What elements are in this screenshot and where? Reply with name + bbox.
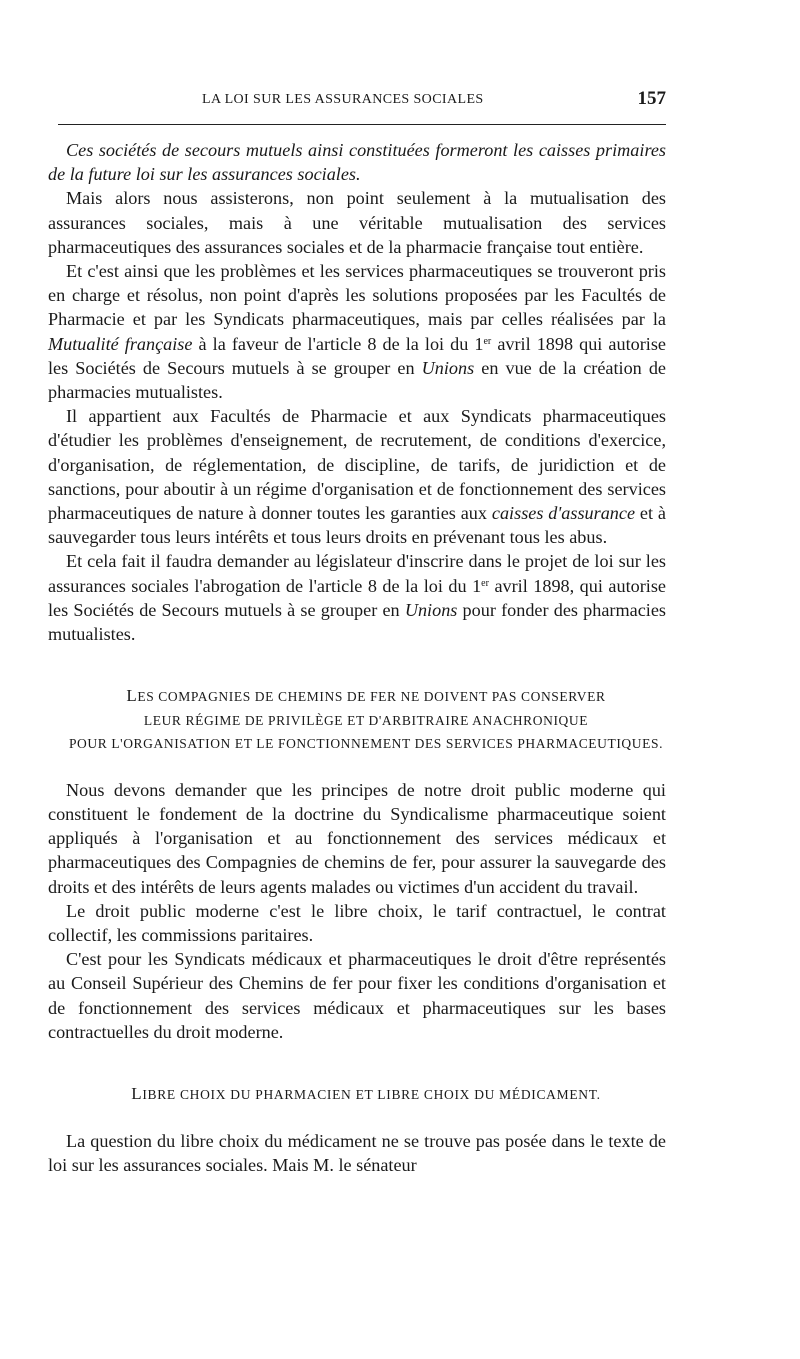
paragraph: Nous devons demander que les principes de notre droit public moderne qui constituent le fondement de la doctrine du Syndicalisme pharmaceutique soient appliqués à l'organisation et au fonctionnement des services médicaux et pharmaceutiques des Compagnies de chemins de fer, pour assurer la sauvegarde des droits et des intérêts de leurs agents malades ou victimes d'un accident du travail. (48, 779, 666, 897)
italic-text: caisses d'assurance (491, 503, 636, 524)
heading-line: LEUR RÉGIME DE PRIVILÈGE ET D'ARBITRAIRE ANACHRONIQUE (143, 712, 589, 728)
text-run: en vue de la création de pharmacies mutualistes. (48, 357, 666, 403)
paragraph: C'est pour les Syndicats médicaux et pharmaceutiques le droit d'être représentés au Conseil Supérieur des Chemins de fer pour fixer les conditions d'organisation et de fonctionnement des services médicaux et pharmaceutiques sur les bases contractuelles du droit moderne. (48, 949, 666, 1042)
text-run: et à sauvegarder tous leurs intérêts et tous leurs droits en prévenant tous les abus. (48, 503, 667, 548)
italic-text: Unions (404, 599, 458, 620)
text-run: pour fonder des pharmacies mutualistes. (48, 599, 666, 645)
page-number: 157 (637, 88, 666, 109)
italic-text: Ces sociétés de secours mutuels ainsi constituées formeront les caisses primaires de la future loi sur les assurances sociales. (48, 140, 666, 185)
spacer (48, 756, 666, 778)
spacer (48, 646, 666, 684)
paragraph: La question du libre choix du médicament ne se trouve pas posée dans le texte de loi sur les assurances sociales. Mais M. le sénateur (48, 1131, 666, 1176)
paragraph (48, 259, 666, 404)
spacer (48, 1044, 666, 1082)
paragraph (48, 138, 666, 186)
heading-text: IBRE CHOIX DU PHARMACIEN ET LIBRE CHOIX DU MÉDICAMENT. (142, 1087, 601, 1102)
running-title: LA LOI SUR LES ASSURANCES SOCIALES (202, 92, 484, 107)
section-heading (48, 1082, 666, 1107)
heading-line (48, 684, 666, 709)
heading-capital: L (131, 1084, 143, 1103)
text-run: avril 1898 qui autorise les Sociétés de Secours mutuels à se grouper en (48, 333, 666, 378)
text-run: à la faveur de l'article 8 de la loi du 1 (192, 333, 484, 354)
paragraph: Le droit public moderne c'est le libre choix, le tarif contractuel, le contrat collectif, les commissions paritaires. (48, 900, 666, 945)
spacer (48, 1107, 666, 1129)
text-run: Et c'est ainsi que les problèmes et les services pharmaceutiques se trouveront pris en charge et résolus, non point d'après les solutions proposées par les Facultés de Pharmacie et par les Syndicats pharmaceutiques, mais par celles réalisées par la (48, 261, 666, 330)
text-run: Il appartient aux Facultés de Pharmacie et aux Syndicats pharmaceutiques d'étudier les problèmes d'enseignement, de recrutement, de conditions d'exercice, d'organisation, de réglementation, de discipline, de tarifs, de juridiction et de sanctions, pour aboutir à un régime d'organisation et de fonctionnement des services pharmaceutiques de nature à donner toutes les garanties aux (48, 406, 666, 524)
page-body (48, 138, 666, 1178)
italic-text: Mutualité française (48, 333, 193, 354)
superscript: er (483, 335, 492, 347)
paragraph (48, 404, 666, 549)
paragraph: Mais alors nous assisterons, non point seulement à la mutualisation des assurances sociales, mais à une véritable mutualisation des services pharmaceutiques des assurances sociales et de la pharmacie française tout entière. (48, 188, 666, 257)
section-heading (48, 684, 666, 756)
heading-line: POUR L'ORGANISATION ET LE FONCTIONNEMENT DES SERVICES PHARMACEUTIQUES. (68, 736, 664, 752)
text-run: Et cela fait il faudra demander au législateur d'inscrire dans le projet de loi sur les assurances sociales l'abrogation de l'article 8 de la loi du 1 (48, 551, 666, 596)
paragraph (48, 549, 666, 646)
superscript: er (481, 577, 489, 589)
text-run: avril 1898, qui autorise les Sociétés de Secours mutuels à se grouper en (48, 575, 666, 620)
header-rule (58, 124, 666, 125)
heading-capital: L (126, 686, 138, 706)
heading-text: ES COMPAGNIES DE CHEMINS DE FER NE DOIVENT PAS CONSERVER (137, 689, 606, 705)
italic-text: Unions (421, 357, 475, 378)
page-header (48, 90, 666, 112)
